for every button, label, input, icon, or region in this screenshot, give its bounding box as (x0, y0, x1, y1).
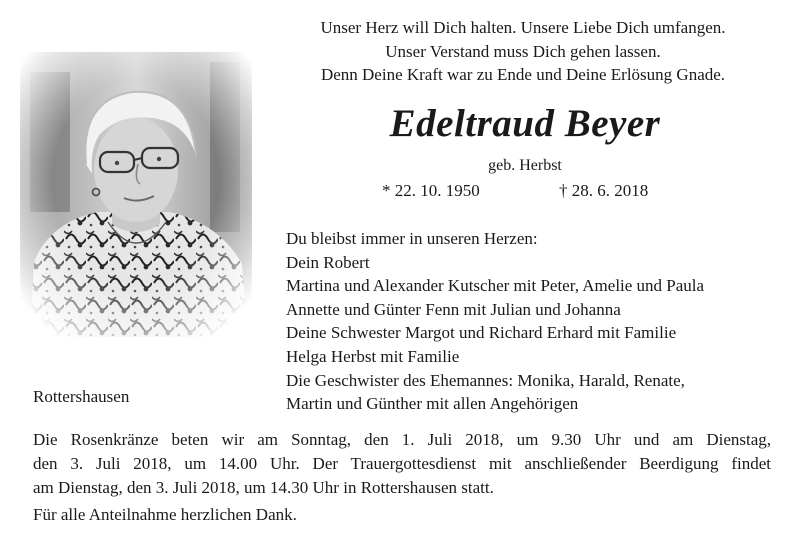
death-date: † 28. 6. 2018 (559, 181, 649, 200)
poem-line: Denn Deine Kraft war zu Ende und Deine Erlösung Gnade. (320, 65, 726, 84)
poem (268, 16, 778, 87)
birth-date: * 22. 10. 1950 (382, 181, 480, 200)
portrait-photo (20, 52, 252, 337)
mourners-line: Die Geschwister des Ehemannes: Monika, Harald, Renate, (286, 370, 685, 390)
mourners-line: Dein Robert (286, 252, 370, 272)
mourners-line: Du bleibst immer in unseren Herzen: (286, 229, 538, 248)
thanks-line: Für alle Anteilnahme herzlichen Dank. (33, 505, 297, 524)
mourners-line: Deine Schwester Margot und Richard Erhard mit Familie (286, 323, 677, 343)
poem-line: Unser Verstand muss Dich gehen lassen. (385, 41, 661, 61)
mourners-line: Annette und Günter Fenn mit Julian und Johanna (286, 299, 621, 319)
mourners-line: Helga Herbst mit Familie (286, 346, 460, 366)
mourners-line: Martina und Alexander Kutscher mit Peter, Amelie und Paula (286, 276, 705, 296)
deceased-name: Edeltraud Beyer (389, 102, 661, 145)
service-details (33, 428, 771, 500)
mourners-line: Martin und Günther mit allen Angehörigen (286, 394, 579, 414)
service-line: Die Rosenkränze beten wir am Sonntag, den 1. Juli 2018, um 9.30 Uhr und am Dienstag, (33, 430, 771, 449)
place-name: Rottershausen (33, 387, 130, 406)
service-line: am Dienstag, den 3. Juli 2018, um 14.30 Uhr in Rottershausen statt. (33, 478, 494, 497)
mourners-list (286, 227, 786, 416)
poem-line: Unser Herz will Dich halten. Unsere Liebe Dich umfangen. (320, 18, 726, 37)
service-line: den 3. Juli 2018, um 14.00 Uhr. Der Trauergottesdienst mit anschließender Beerdigung findet (33, 454, 771, 473)
birth-name: geb. Herbst (488, 157, 562, 174)
